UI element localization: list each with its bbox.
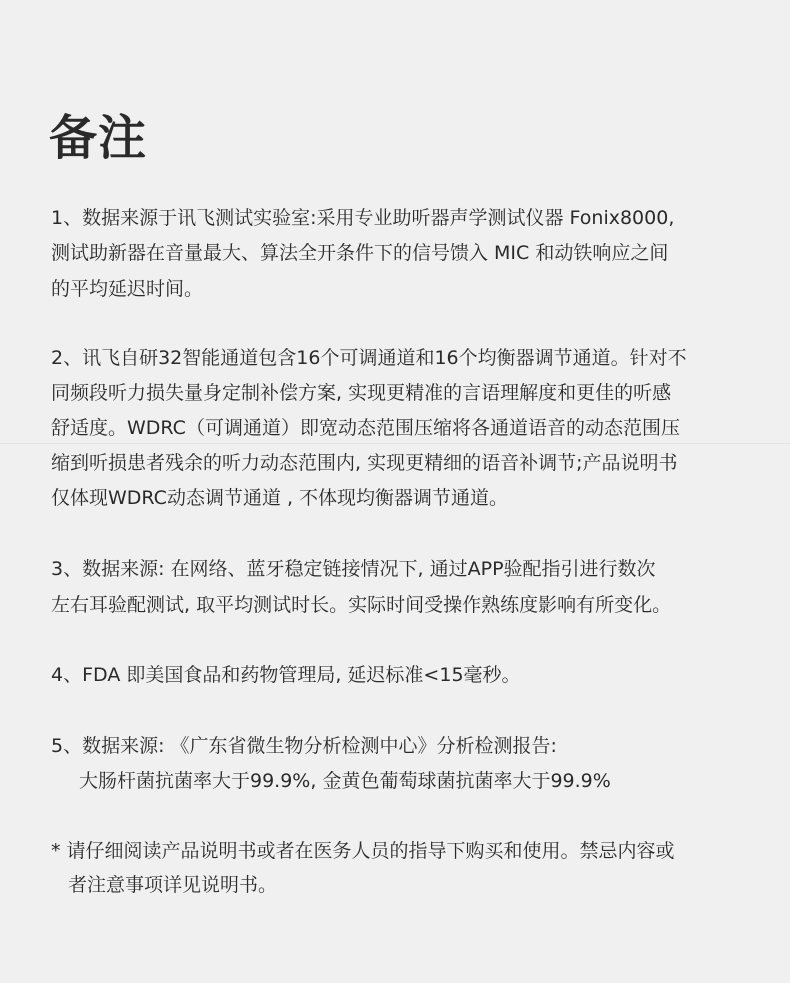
note-2-line-2: 同频段听力损失量身定制补偿方案, 实现更精准的言语理解度和更佳的听感 [51,382,672,404]
page-title: 备注 [49,110,148,166]
note-2-line-3: 舒适度。WDRC（可调通道）即宽动态范围压缩将各通道语音的动态范围压 [51,417,680,439]
note-2-line-4: 缩到听损患者残余的听力动态范围内, 实现更精细的语音补调节;产品说明书 [51,452,678,474]
note-1-line-3: 的平均延迟时间。 [51,278,204,300]
note-3-line-2: 左右耳验配测试, 取平均测试时长。实际时间受操作熟练度影响有所变化。 [51,594,672,616]
note-3-line-1: 3、数据来源: 在网络、蓝牙稳定链接情况下, 通过APP验配指引进行数次 [51,558,656,580]
note-2-line-1: 2、讯飞自研32智能通道包含16个可调通道和16个均衡器调节通道。针对不 [51,347,687,369]
note-2-line-5: 仅体现WDRC动态调节通道 , 不体现均衡器调节通道。 [51,487,509,509]
note-1-line-2: 测试助新器在音量最大、算法全开条件下的信号馈入 MIC 和动铁响应之间 [51,242,669,264]
note-5-line-2: 大肠杆菌抗菌率大于99.9%, 金黄色葡萄球菌抗菌率大于99.9% [79,770,611,792]
footnote-line-1: * 请仔细阅读产品说明书或者在医务人员的指导下购买和使用。禁忌内容或 [51,840,675,862]
footnote-line-2: 者注意事项详见说明书。 [68,874,278,896]
note-4-line-1: 4、FDA 即美国食品和药物管理局, 延迟标准<15毫秒。 [51,664,521,686]
note-1-line-1: 1、数据来源于讯飞测试实验室:采用专业助听器声学测试仪器 Fonix8000, [51,207,675,229]
note-5-line-1: 5、数据来源: 《广东省微生物分析检测中心》分析检测报告: [51,735,557,757]
